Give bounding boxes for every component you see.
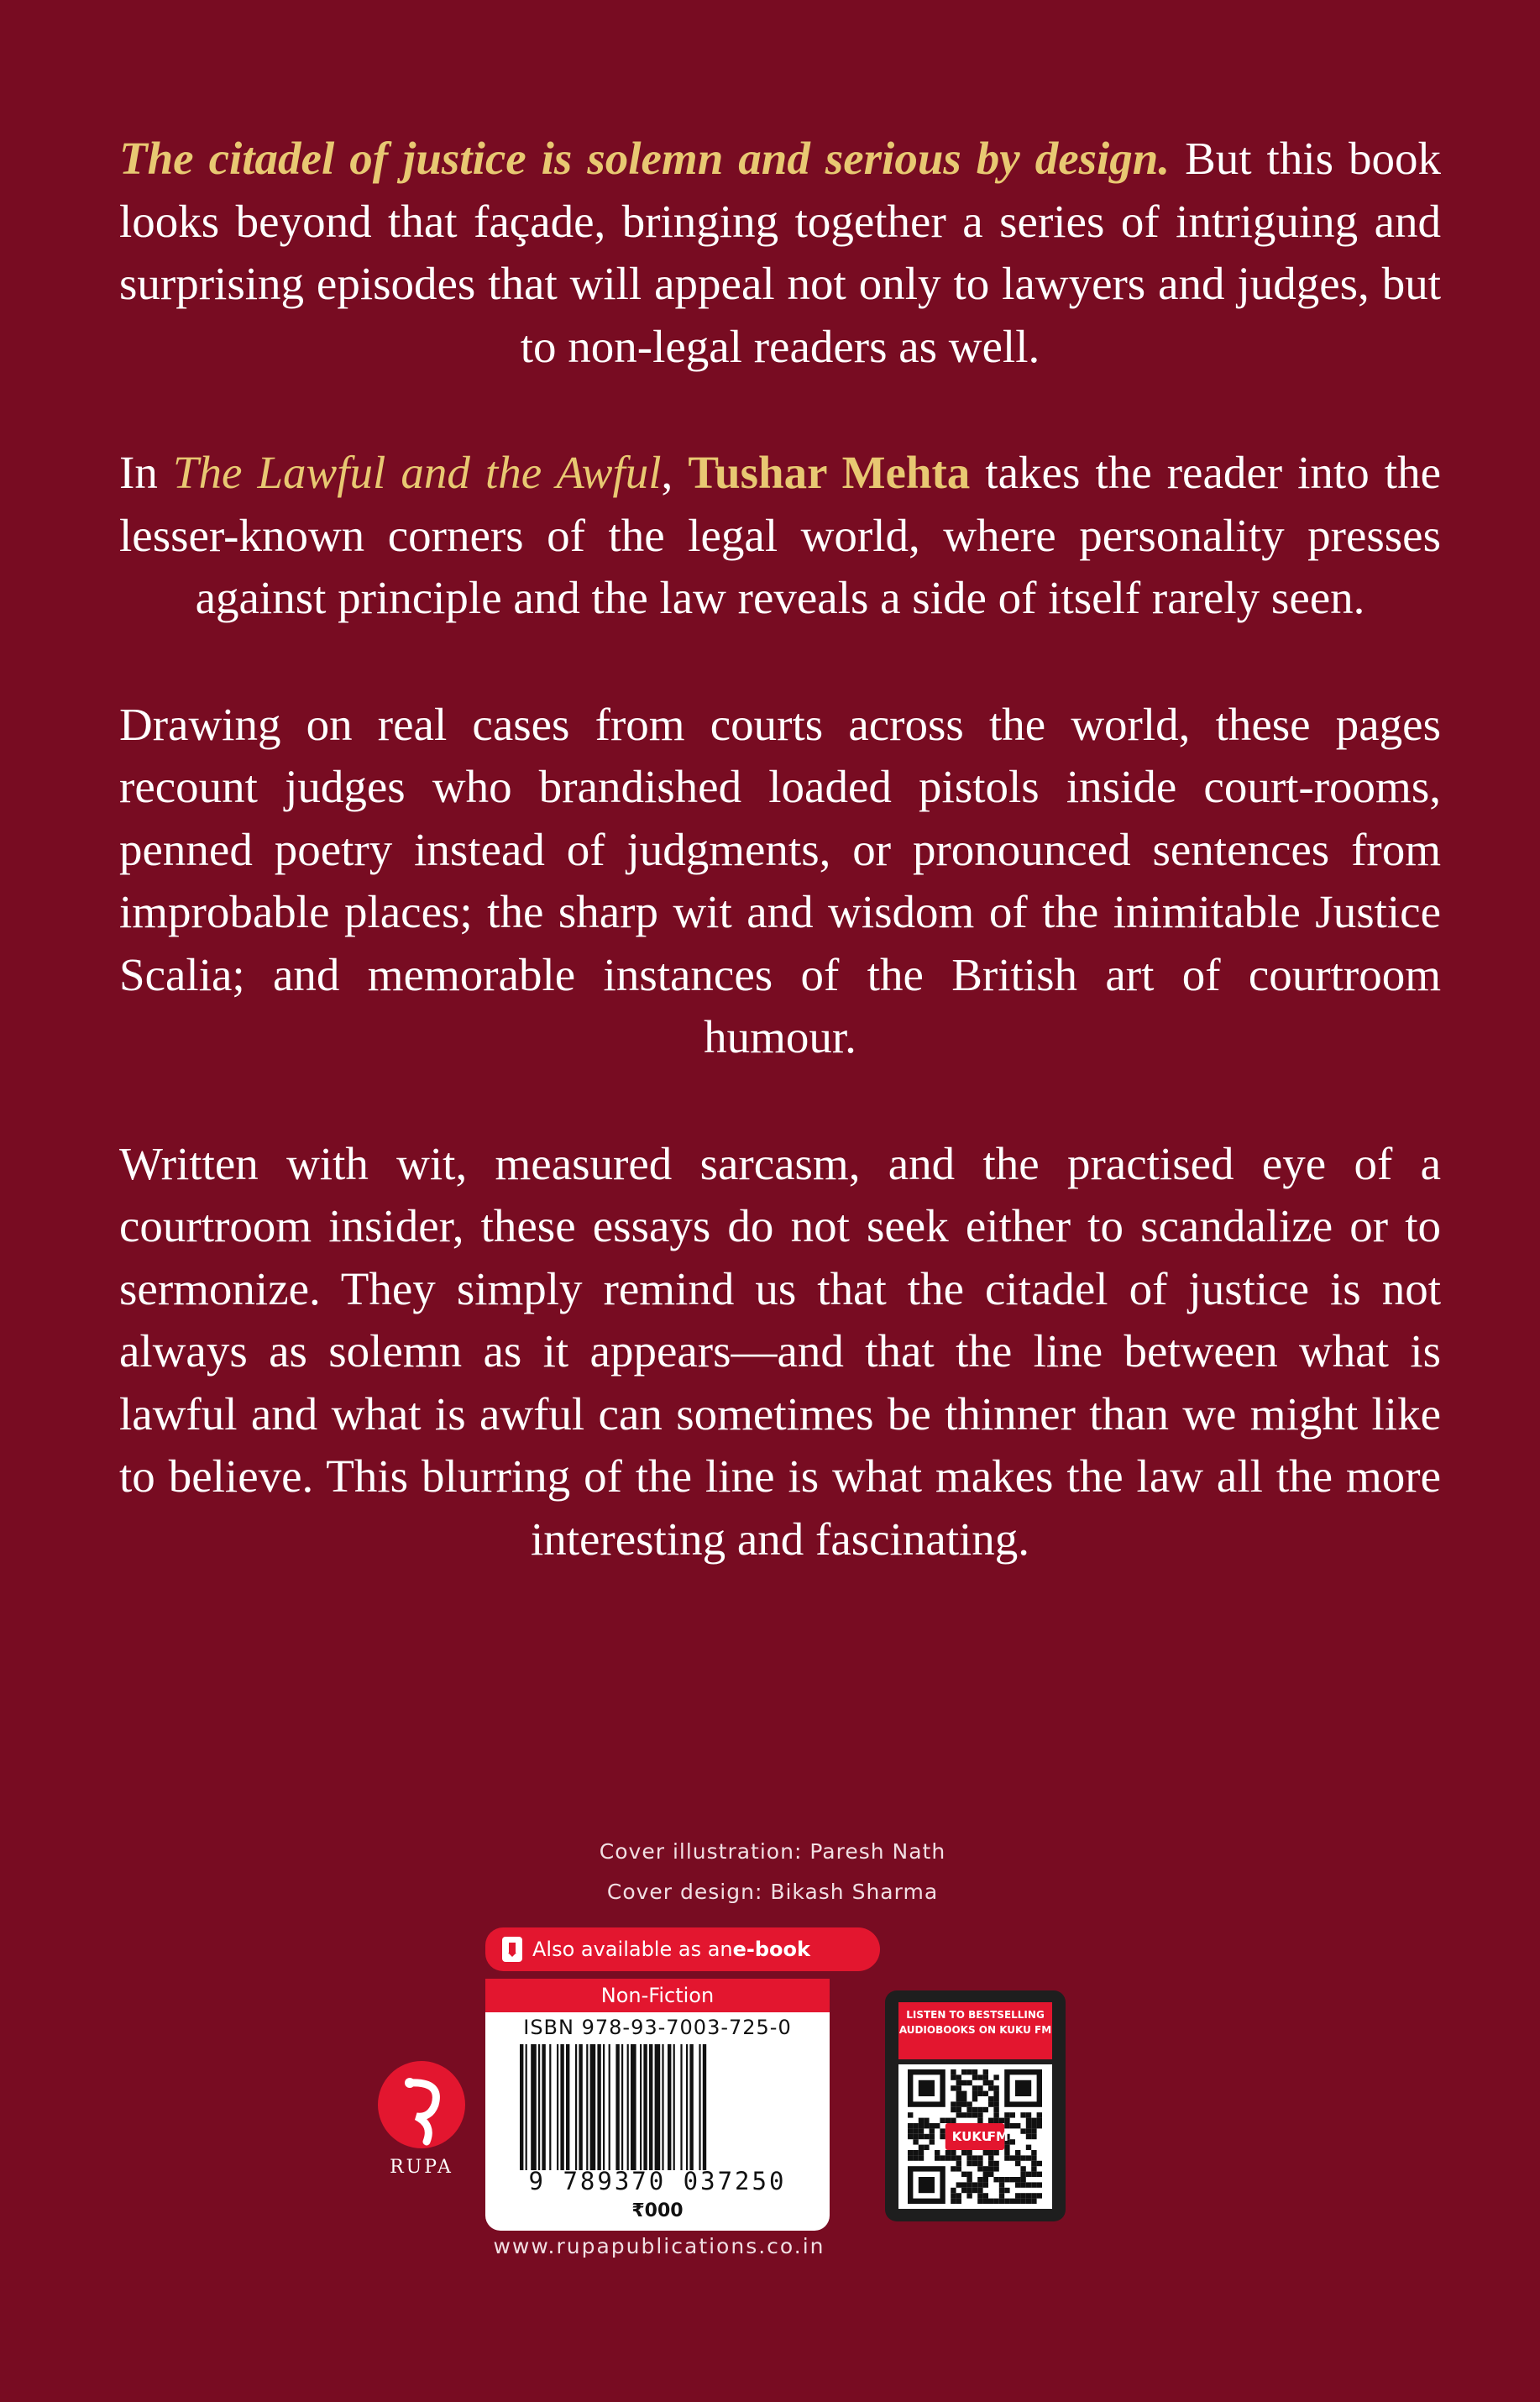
qr-module bbox=[919, 2150, 924, 2155]
qr-module bbox=[988, 2172, 993, 2177]
qr-headline: LISTEN TO BESTSELLING AUDIOBOOKS ON KUKU FM bbox=[898, 2002, 1052, 2059]
qr-module bbox=[1020, 2172, 1025, 2177]
book-title: The Lawful and the Awful bbox=[172, 447, 662, 498]
qr-module bbox=[1031, 2150, 1036, 2155]
qr-module bbox=[961, 2101, 966, 2106]
qr-module bbox=[951, 2085, 956, 2090]
qr-module bbox=[919, 2145, 924, 2150]
qr-module bbox=[972, 2107, 977, 2112]
qr-module bbox=[993, 2199, 998, 2204]
qr-module bbox=[1020, 2193, 1025, 2198]
qr-module bbox=[935, 2155, 940, 2160]
qr-module bbox=[993, 2107, 998, 2112]
qr-module bbox=[961, 2112, 966, 2117]
qr-module bbox=[1020, 2177, 1025, 2182]
qr-module bbox=[1004, 2150, 1009, 2155]
qr-module bbox=[993, 2150, 998, 2155]
qr-module bbox=[972, 2161, 977, 2166]
qr-finder bbox=[919, 2080, 935, 2096]
qr-module bbox=[908, 2128, 913, 2133]
qr-module bbox=[966, 2193, 972, 2198]
qr-module bbox=[983, 2107, 988, 2112]
kukufm-qr-card bbox=[885, 1990, 1066, 2221]
qr-module bbox=[961, 2096, 966, 2101]
qr-module bbox=[1026, 2112, 1031, 2117]
qr-module bbox=[1037, 2118, 1042, 2123]
qr-module bbox=[977, 2188, 982, 2193]
barcode-bar bbox=[640, 2044, 642, 2170]
barcode-bar bbox=[662, 2044, 663, 2170]
qr-module bbox=[1010, 2123, 1015, 2128]
qr-module bbox=[988, 2101, 993, 2106]
qr-module bbox=[1026, 2123, 1031, 2128]
qr-module bbox=[993, 2101, 998, 2106]
qr-module bbox=[1020, 2166, 1025, 2171]
barcode-bar bbox=[520, 2044, 523, 2170]
qr-module bbox=[993, 2166, 998, 2171]
barcode-bar bbox=[560, 2044, 563, 2170]
qr-module bbox=[1015, 2161, 1020, 2166]
qr-module bbox=[988, 2096, 993, 2101]
qr-module bbox=[919, 2118, 924, 2123]
price-label: ₹000 bbox=[631, 2200, 684, 2221]
qr-module bbox=[1004, 2177, 1009, 2182]
qr-module bbox=[930, 2139, 935, 2144]
qr-module bbox=[940, 2155, 945, 2160]
qr-module bbox=[1004, 2188, 1009, 2193]
qr-module bbox=[966, 2112, 972, 2117]
qr-module bbox=[966, 2069, 972, 2074]
qr-module bbox=[913, 2155, 918, 2160]
qr-module bbox=[1026, 2155, 1031, 2160]
qr-module bbox=[1004, 2123, 1009, 2128]
barcode-bar bbox=[699, 2044, 700, 2170]
qr-module bbox=[956, 2101, 961, 2106]
qr-module bbox=[913, 2134, 918, 2139]
blurb-p2-comma: , bbox=[661, 447, 689, 498]
qr-module bbox=[977, 2107, 982, 2112]
qr-module bbox=[956, 2199, 961, 2204]
qr-module bbox=[924, 2118, 929, 2123]
qr-module bbox=[993, 2074, 998, 2079]
qr-module bbox=[999, 2199, 1004, 2204]
qr-module bbox=[930, 2123, 935, 2128]
qr-module bbox=[913, 2123, 918, 2128]
ean-digits: 9 789370 037250 bbox=[528, 2167, 787, 2195]
qr-module bbox=[924, 2123, 929, 2128]
qr-module bbox=[983, 2074, 988, 2079]
qr-module bbox=[1037, 2172, 1042, 2177]
qr-module bbox=[1026, 2128, 1031, 2133]
qr-module bbox=[919, 2155, 924, 2160]
qr-module bbox=[993, 2112, 998, 2117]
qr-module bbox=[1020, 2199, 1025, 2204]
qr-module bbox=[993, 2118, 998, 2123]
qr-module bbox=[930, 2128, 935, 2133]
qr-module bbox=[1037, 2193, 1042, 2198]
blurb-p1-text: But this book looks beyond that façade, bringing together a series of intriguing and surprising episodes that will appeal not only to lawyers and judges, but to non-legal readers as well. bbox=[119, 133, 1441, 372]
qr-module bbox=[1031, 2118, 1036, 2123]
qr-module bbox=[1026, 2193, 1031, 2198]
qr-module bbox=[1031, 2128, 1036, 2133]
kukufm-brand-right: FM bbox=[987, 2129, 1008, 2144]
qr-module bbox=[977, 2112, 982, 2117]
qr-module bbox=[999, 2118, 1004, 2123]
blurb-paragraph-3: Drawing on real cases from courts across the world, these pages recount judges who brandished loaded pistols inside court-rooms, penned poetry instead of judgments, or pronounced sentences from improbable places; the sharp wit and wisdom of the inimitable Justice Scalia; and memorable instances of the British art of courtroom humour. bbox=[119, 698, 1441, 1062]
back-cover-blurb bbox=[119, 128, 1441, 1634]
qr-module bbox=[1031, 2166, 1036, 2171]
qr-module bbox=[940, 2118, 945, 2123]
qr-module bbox=[983, 2172, 988, 2177]
qr-module bbox=[956, 2155, 961, 2160]
ebook-highlight: e-book bbox=[732, 1938, 810, 1961]
qr-module bbox=[983, 2177, 988, 2182]
qr-module bbox=[1015, 2150, 1020, 2155]
qr-module bbox=[1004, 2112, 1009, 2117]
barcode-icon bbox=[515, 2044, 800, 2170]
qr-module bbox=[1026, 2199, 1031, 2204]
qr-module bbox=[1004, 2155, 1009, 2160]
qr-module bbox=[956, 2080, 961, 2085]
qr-module bbox=[1004, 2118, 1009, 2123]
qr-module bbox=[988, 2155, 993, 2160]
barcode-bar bbox=[549, 2044, 551, 2170]
qr-module bbox=[1020, 2128, 1025, 2133]
qr-module bbox=[977, 2085, 982, 2090]
qr-module bbox=[977, 2091, 982, 2096]
qr-module bbox=[1020, 2182, 1025, 2187]
qr-module bbox=[1031, 2161, 1036, 2166]
barcode-bar bbox=[627, 2044, 629, 2170]
barcode-bar bbox=[680, 2044, 682, 2170]
qr-module bbox=[977, 2166, 982, 2171]
qr-module bbox=[993, 2161, 998, 2166]
qr-module bbox=[951, 2074, 956, 2079]
qr-module bbox=[977, 2074, 982, 2079]
blurb-tagline: The citadel of justice is solemn and serious by design. bbox=[119, 133, 1171, 184]
qr-module bbox=[993, 2091, 998, 2096]
qr-module bbox=[983, 2069, 988, 2074]
qr-module bbox=[956, 2096, 961, 2101]
qr-module bbox=[956, 2085, 961, 2090]
qr-finder bbox=[1015, 2080, 1031, 2096]
qr-module bbox=[983, 2091, 988, 2096]
qr-module bbox=[956, 2091, 961, 2096]
qr-module bbox=[961, 2182, 966, 2187]
barcode-bar bbox=[566, 2044, 569, 2170]
qr-module bbox=[993, 2085, 998, 2090]
qr-module bbox=[1031, 2155, 1036, 2160]
qr-module bbox=[961, 2188, 966, 2193]
qr-module bbox=[999, 2182, 1004, 2187]
qr-module bbox=[977, 2118, 982, 2123]
qr-module bbox=[951, 2118, 956, 2123]
qr-module bbox=[945, 2155, 951, 2160]
qr-module bbox=[966, 2161, 972, 2166]
qr-module bbox=[988, 2166, 993, 2171]
barcode-bar bbox=[689, 2044, 693, 2170]
qr-module bbox=[966, 2177, 972, 2182]
barcode-bar bbox=[557, 2044, 558, 2170]
qr-module bbox=[1031, 2172, 1036, 2177]
rupa-logo-icon bbox=[375, 2058, 469, 2167]
qr-module bbox=[919, 2128, 924, 2133]
qr-module bbox=[951, 2101, 956, 2106]
blurb-p2-in: In bbox=[119, 447, 173, 498]
qr-module bbox=[919, 2123, 924, 2128]
qr-module bbox=[1010, 2155, 1015, 2160]
qr-module bbox=[1020, 2155, 1025, 2160]
qr-module bbox=[972, 2074, 977, 2079]
qr-module bbox=[983, 2166, 988, 2171]
qr-module bbox=[1010, 2177, 1015, 2182]
qr-module bbox=[966, 2155, 972, 2160]
barcode-bar bbox=[668, 2044, 671, 2170]
qr-module bbox=[908, 2134, 913, 2139]
qr-module bbox=[913, 2139, 918, 2144]
qr-module bbox=[951, 2193, 956, 2198]
qr-module bbox=[988, 2080, 993, 2085]
qr-module bbox=[977, 2161, 982, 2166]
blurb-paragraph-4: Written with wit, measured sarcasm, and the practised eye of a courtroom insider, these essays do not seek either to scandalize or to sermonize. They simply remind us that the citadel of justice is not always as solemn as it appears—and that the line between what is lawful and what is awful can sometimes be thinner than we might like to believe. This blurring of the line is what makes the law all the more interesting and fascinating. bbox=[119, 1137, 1441, 1565]
qr-module bbox=[1004, 2145, 1009, 2150]
qr-module bbox=[972, 2091, 977, 2096]
qr-module bbox=[908, 2123, 913, 2128]
qr-module bbox=[983, 2182, 988, 2187]
qr-module bbox=[1015, 2155, 1020, 2160]
qr-module bbox=[1015, 2123, 1020, 2128]
qr-module bbox=[935, 2150, 940, 2155]
barcode-bar bbox=[609, 2044, 610, 2170]
qr-module bbox=[913, 2150, 918, 2155]
ebook-icon bbox=[502, 1937, 522, 1962]
blurb-paragraph-1 bbox=[119, 128, 1441, 378]
qr-module bbox=[977, 2177, 982, 2182]
qr-module bbox=[988, 2161, 993, 2166]
qr-module bbox=[940, 2134, 945, 2139]
barcode-bar bbox=[579, 2044, 582, 2170]
kukufm-brand-left: KUKU bbox=[951, 2129, 992, 2144]
qr-module bbox=[961, 2150, 966, 2155]
qr-module bbox=[1015, 2193, 1020, 2198]
qr-module bbox=[1037, 2123, 1042, 2128]
qr-module bbox=[919, 2134, 924, 2139]
barcode-bar bbox=[526, 2044, 527, 2170]
qr-module bbox=[993, 2096, 998, 2101]
qr-module bbox=[988, 2150, 993, 2155]
barcode-bar bbox=[531, 2044, 537, 2170]
qr-module bbox=[1037, 2112, 1042, 2117]
design-credit: Cover design: Bikash Sharma bbox=[606, 1880, 939, 1904]
qr-module bbox=[972, 2112, 977, 2117]
qr-module bbox=[908, 2150, 913, 2155]
qr-module bbox=[1020, 2112, 1025, 2117]
qr-module bbox=[1026, 2134, 1031, 2139]
blurb-paragraph-2 bbox=[119, 442, 1441, 630]
barcode-bar bbox=[703, 2044, 706, 2170]
barcode-bar bbox=[542, 2044, 545, 2170]
qr-module bbox=[966, 2101, 972, 2106]
qr-module bbox=[972, 2069, 977, 2074]
qr-module bbox=[961, 2069, 966, 2074]
qr-module bbox=[961, 2091, 966, 2096]
qr-module bbox=[983, 2150, 988, 2155]
qr-module bbox=[1015, 2182, 1020, 2187]
qr-module bbox=[983, 2080, 988, 2085]
qr-module bbox=[966, 2172, 972, 2177]
barcode-bar bbox=[615, 2044, 619, 2170]
qr-module bbox=[999, 2193, 1004, 2198]
publisher-url: www.rupapublications.co.in bbox=[493, 2234, 825, 2258]
qr-module bbox=[951, 2199, 956, 2204]
qr-module bbox=[1010, 2139, 1015, 2144]
qr-module bbox=[924, 2145, 929, 2150]
qr-module bbox=[1010, 2112, 1015, 2117]
qr-finder bbox=[919, 2177, 935, 2193]
qr-module bbox=[956, 2161, 961, 2166]
qr-module bbox=[966, 2107, 972, 2112]
barcode-bar bbox=[649, 2044, 652, 2170]
barcode-bar bbox=[621, 2044, 623, 2170]
qr-module bbox=[956, 2112, 961, 2117]
qr-module bbox=[940, 2128, 945, 2133]
qr-module bbox=[961, 2080, 966, 2085]
qr-module bbox=[999, 2188, 1004, 2193]
qr-module bbox=[951, 2107, 956, 2112]
qr-code-icon bbox=[898, 2064, 1052, 2209]
ebook-prefix: Also available as an bbox=[532, 1938, 733, 1961]
qr-module bbox=[966, 2188, 972, 2193]
barcode-bar bbox=[631, 2044, 636, 2170]
ebook-availability-badge bbox=[485, 1927, 880, 1971]
qr-module bbox=[951, 2150, 956, 2155]
qr-module bbox=[983, 2199, 988, 2204]
qr-module bbox=[945, 2150, 951, 2155]
barcode-panel bbox=[485, 1979, 830, 2231]
qr-module bbox=[1015, 2199, 1020, 2204]
qr-module bbox=[951, 2188, 956, 2193]
blurb-p2-text: takes the reader into the lesser-known corners of the legal world, where personality presses against principle and the law reveals a side of itself rarely seen. bbox=[119, 447, 1441, 623]
qr-module bbox=[972, 2188, 977, 2193]
qr-module bbox=[977, 2199, 982, 2204]
qr-module bbox=[1031, 2134, 1036, 2139]
qr-module bbox=[966, 2150, 972, 2155]
qr-module bbox=[908, 2155, 913, 2160]
qr-module bbox=[913, 2128, 918, 2133]
qr-module bbox=[977, 2155, 982, 2160]
genre-label: Non-Fiction bbox=[485, 1979, 830, 2012]
author-name: Tushar Mehta bbox=[688, 447, 971, 498]
barcode-bar bbox=[538, 2044, 540, 2170]
qr-module bbox=[1037, 2182, 1042, 2187]
qr-module bbox=[956, 2182, 961, 2187]
qr-module bbox=[951, 2155, 956, 2160]
barcode-bar bbox=[575, 2044, 577, 2170]
qr-module bbox=[972, 2182, 977, 2187]
qr-module bbox=[956, 2107, 961, 2112]
qr-module bbox=[1026, 2145, 1031, 2150]
barcode-bar bbox=[655, 2044, 661, 2170]
barcode-bar bbox=[603, 2044, 605, 2170]
qr-module bbox=[1031, 2123, 1036, 2128]
barcode-bar bbox=[686, 2044, 688, 2170]
qr-module bbox=[945, 2118, 951, 2123]
qr-module bbox=[1026, 2118, 1031, 2123]
qr-module bbox=[1015, 2177, 1020, 2182]
qr-module bbox=[935, 2123, 940, 2128]
qr-module bbox=[956, 2193, 961, 2198]
qr-module bbox=[966, 2080, 972, 2085]
qr-module bbox=[977, 2193, 982, 2198]
qr-module bbox=[1031, 2182, 1036, 2187]
qr-module bbox=[977, 2182, 982, 2187]
barcode-bar bbox=[643, 2044, 647, 2170]
qr-module bbox=[1031, 2193, 1036, 2198]
qr-module bbox=[1010, 2199, 1015, 2204]
qr-module bbox=[972, 2155, 977, 2160]
isbn-text: ISBN 978-93-7003-725-0 bbox=[523, 2016, 792, 2039]
qr-module bbox=[972, 2085, 977, 2090]
qr-module bbox=[951, 2069, 956, 2074]
qr-module bbox=[908, 2112, 913, 2117]
qr-module bbox=[999, 2177, 1004, 2182]
qr-module bbox=[1037, 2161, 1042, 2166]
qr-module bbox=[1004, 2199, 1009, 2204]
qr-module bbox=[966, 2182, 972, 2187]
barcode-bar bbox=[586, 2044, 588, 2170]
qr-module bbox=[983, 2193, 988, 2198]
qr-module bbox=[988, 2199, 993, 2204]
qr-module bbox=[1026, 2172, 1031, 2177]
qr-module bbox=[956, 2166, 961, 2171]
publisher-name: RUPA bbox=[390, 2157, 453, 2178]
qr-module bbox=[988, 2085, 993, 2090]
qr-module bbox=[993, 2177, 998, 2182]
qr-module bbox=[1026, 2182, 1031, 2187]
barcode-bar bbox=[590, 2044, 596, 2170]
barcode-bar bbox=[597, 2044, 600, 2170]
qr-module bbox=[930, 2134, 935, 2139]
qr-module bbox=[924, 2134, 929, 2139]
qr-module bbox=[988, 2118, 993, 2123]
barcode-bar bbox=[673, 2044, 675, 2170]
qr-module bbox=[972, 2096, 977, 2101]
qr-module bbox=[961, 2172, 966, 2177]
illustration-credit: Cover illustration: Paresh Nath bbox=[599, 1839, 946, 1864]
qr-module bbox=[956, 2074, 961, 2079]
qr-module bbox=[951, 2166, 956, 2171]
qr-module bbox=[1031, 2199, 1036, 2204]
